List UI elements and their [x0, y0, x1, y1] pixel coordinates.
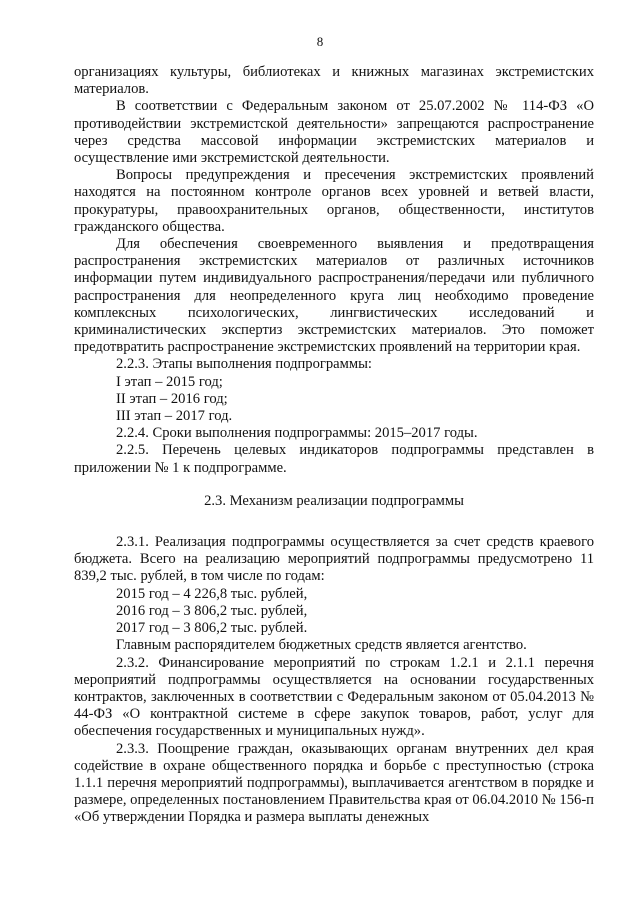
paragraph: Главным распорядителем бюджетных средств является агентство.: [116, 637, 527, 654]
paragraph: 2.3.3. Поощрение граждан, оказывающих органам внутренних дел края содействие в охране общественного порядка и борьбе с преступностью (строка 1.1.1 перечня мероприятий подпрограммы), выплачивается агентством в порядке и размере, определенных постановлением Правительства края от 06.04.2010 № 156-п «Об утверждении Порядка и размера выплаты денежных: [74, 740, 594, 826]
paragraph: 2.2.3. Этапы выполнения подпрограммы:: [116, 356, 372, 373]
paragraph: Для обеспечения своевременного выявления и предотвращения распространения экстремистских материалов от различных источников информации путем индивидуального распространения/передачи или публичного распространения для неопределенного круга лиц необходимо проведение комплексных психологических, лингвистических исследований и криминалистических экспертиз экстремистских материалов. Это поможет предотвратить распространение экстремистских проявлений на территории края.: [74, 236, 594, 356]
paragraph: 2.3.1. Реализация подпрограммы осуществляется за счет средств краевого бюджета. Всего на реализацию мероприятий подпрограммы предусмотрено 11 839,2 тыс. рублей, в том числе по годам:: [74, 534, 594, 585]
stage-item: II этап – 2016 год;: [116, 390, 228, 407]
funding-year-item: 2016 год – 3 806,2 тыс. рублей,: [116, 602, 308, 619]
section-heading: 2.3. Механизм реализации подпрограммы: [204, 492, 464, 509]
funding-year-item: 2015 год – 4 226,8 тыс. рублей,: [116, 585, 308, 602]
stage-item: III этап – 2017 год.: [116, 408, 233, 425]
funding-year-item: 2017 год – 3 806,2 тыс. рублей.: [116, 620, 308, 637]
paragraph: 2.2.4. Сроки выполнения подпрограммы: 2015–2017 годы.: [116, 425, 478, 442]
paragraph: Вопросы предупреждения и пресечения экстремистских проявлений находятся на постоянном контроле органов всех уровней и ветвей власти, прокуратуры, правоохранительных органов, общественности, институтов гражданского общества.: [74, 167, 594, 235]
paragraph: 2.3.2. Финансирование мероприятий по строкам 1.2.1 и 2.1.1 перечня мероприятий подпрограммы осуществляется на основании государственных контрактов, заключенных в соответствии с Федеральным законом от 05.04.2013 № 44-ФЗ «О контрактной системе в сфере закупок товаров, работ, услуг для обеспечения государственных и муниципальных нужд».: [74, 654, 594, 740]
document-body: [74, 64, 594, 827]
stage-item: I этап – 2015 год;: [116, 373, 223, 390]
page-number: 8: [316, 34, 324, 49]
paragraph: В соответствии с Федеральным законом от 25.07.2002 № 114-ФЗ «О противодействии экстремистской деятельности» запрещаются распространение через средства массовой информации экстремистских материалов и осуществление ими экстремистской деятельности.: [74, 98, 594, 167]
paragraph: 2.2.5. Перечень целевых индикаторов подпрограммы представлен в приложении № 1 к подпрограмме.: [74, 442, 594, 476]
paragraph: организациях культуры, библиотеках и книжных магазинах экстремистских материалов.: [74, 64, 594, 98]
